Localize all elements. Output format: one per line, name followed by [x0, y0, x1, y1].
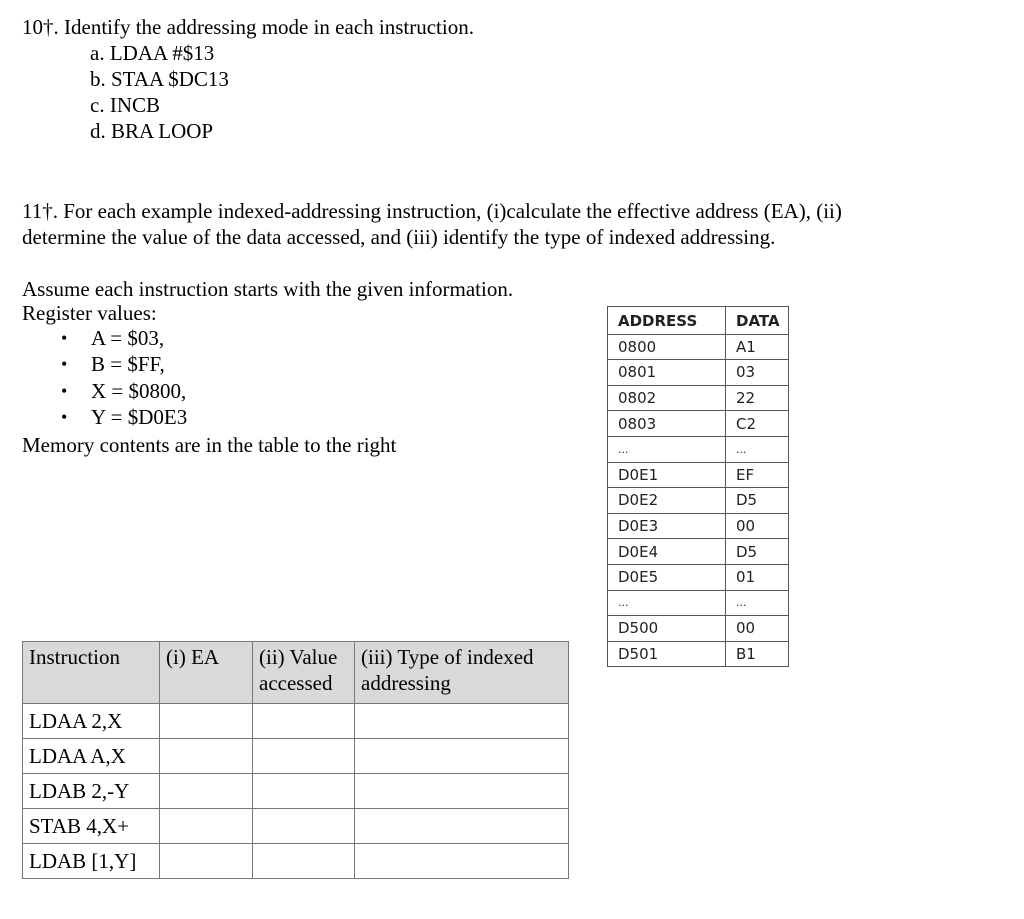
memory-ellipsis-row: [608, 436, 789, 462]
question-10-title: 10†. Identify the addressing mode in each instruction.: [22, 15, 474, 39]
instruction-cell: LDAA A,X: [23, 739, 160, 774]
register-value-x: X = $0800,: [91, 379, 187, 403]
question-10-item-c: c. INCB: [90, 93, 160, 117]
memory-note: Memory contents are in the table to the right: [22, 433, 397, 457]
question-10-item-a: a. LDAA #$13: [90, 41, 215, 65]
memory-row: [608, 462, 789, 488]
memory-data-cell: 00: [726, 616, 789, 642]
memory-row: [608, 616, 789, 642]
instruction-row: [23, 809, 569, 844]
question-10-item-b: b. STAA $DC13: [90, 67, 229, 91]
header-ea: (i) EA: [160, 642, 253, 704]
register-value-a: A = $03,: [91, 326, 165, 350]
memory-row: [608, 411, 789, 437]
instruction-row: [23, 739, 569, 774]
memory-data-cell: ...: [726, 436, 789, 462]
type-answer-cell[interactable]: [355, 844, 569, 879]
memory-row: [608, 564, 789, 590]
memory-address-cell: D0E4: [608, 539, 726, 565]
instruction-cell: LDAA 2,X: [23, 704, 160, 739]
instruction-table: [22, 641, 569, 879]
memory-address-cell: D0E3: [608, 513, 726, 539]
memory-address-cell: D500: [608, 616, 726, 642]
value-answer-cell[interactable]: [253, 809, 355, 844]
bullet-icon: •: [61, 354, 68, 374]
memory-address-cell: D0E5: [608, 564, 726, 590]
ea-answer-cell[interactable]: [160, 739, 253, 774]
value-answer-cell[interactable]: [253, 774, 355, 809]
memory-table-header-row: [608, 307, 789, 335]
memory-data-cell: ...: [726, 590, 789, 616]
value-answer-cell[interactable]: [253, 704, 355, 739]
ea-answer-cell[interactable]: [160, 774, 253, 809]
memory-data-cell: 01: [726, 564, 789, 590]
registers-label: Register values:: [22, 301, 157, 325]
header-value-accessed: (ii) Value accessed: [253, 642, 355, 704]
memory-row: [608, 334, 789, 360]
memory-data-cell: 03: [726, 360, 789, 386]
value-answer-cell[interactable]: [253, 739, 355, 774]
instruction-cell: STAB 4,X+: [23, 809, 160, 844]
memory-row: [608, 360, 789, 386]
question-10-item-d: d. BRA LOOP: [90, 119, 214, 143]
instruction-row: [23, 844, 569, 879]
memory-address-cell: 0800: [608, 334, 726, 360]
memory-data-cell: B1: [726, 641, 789, 667]
ea-answer-cell[interactable]: [160, 844, 253, 879]
instruction-row: [23, 704, 569, 739]
bullet-icon: •: [61, 328, 68, 348]
memory-table: [607, 306, 789, 667]
type-answer-cell[interactable]: [355, 739, 569, 774]
memory-header-address: ADDRESS: [608, 307, 726, 335]
header-instruction: Instruction: [23, 642, 160, 704]
memory-data-cell: A1: [726, 334, 789, 360]
assumption-line: Assume each instruction starts with the given information.: [22, 277, 514, 301]
instruction-table-header-row: [23, 642, 569, 704]
memory-address-cell: D0E1: [608, 462, 726, 488]
memory-data-cell: EF: [726, 462, 789, 488]
memory-address-cell: ...: [608, 436, 726, 462]
value-answer-cell[interactable]: [253, 844, 355, 879]
memory-row: [608, 539, 789, 565]
type-answer-cell[interactable]: [355, 774, 569, 809]
type-answer-cell[interactable]: [355, 704, 569, 739]
memory-row: [608, 641, 789, 667]
ea-answer-cell[interactable]: [160, 704, 253, 739]
header-indexed-type: (iii) Type of indexed addressing: [355, 642, 569, 704]
instruction-row: [23, 774, 569, 809]
memory-address-cell: 0802: [608, 385, 726, 411]
memory-address-cell: D0E2: [608, 488, 726, 514]
memory-address-cell: D501: [608, 641, 726, 667]
memory-row: [608, 385, 789, 411]
memory-data-cell: D5: [726, 488, 789, 514]
memory-row: [608, 488, 789, 514]
memory-data-cell: D5: [726, 539, 789, 565]
memory-address-cell: 0803: [608, 411, 726, 437]
bullet-icon: •: [61, 407, 68, 427]
memory-address-cell: ...: [608, 590, 726, 616]
register-value-y: Y = $D0E3: [91, 405, 188, 429]
type-answer-cell[interactable]: [355, 809, 569, 844]
memory-ellipsis-row: [608, 590, 789, 616]
instruction-cell: LDAB 2,-Y: [23, 774, 160, 809]
register-value-b: B = $FF,: [91, 352, 165, 376]
memory-row: [608, 513, 789, 539]
question-11-line-2: determine the value of the data accessed, and (iii) identify the type of indexed addressing.: [22, 225, 776, 249]
instruction-cell: LDAB [1,Y]: [23, 844, 160, 879]
memory-data-cell: C2: [726, 411, 789, 437]
ea-answer-cell[interactable]: [160, 809, 253, 844]
memory-data-cell: 00: [726, 513, 789, 539]
question-11-line-1: 11†. For each example indexed-addressing instruction, (i)calculate the effective address (EA), (ii): [22, 199, 842, 223]
bullet-icon: •: [61, 381, 68, 401]
memory-address-cell: 0801: [608, 360, 726, 386]
memory-data-cell: 22: [726, 385, 789, 411]
memory-header-data: DATA: [726, 307, 789, 335]
